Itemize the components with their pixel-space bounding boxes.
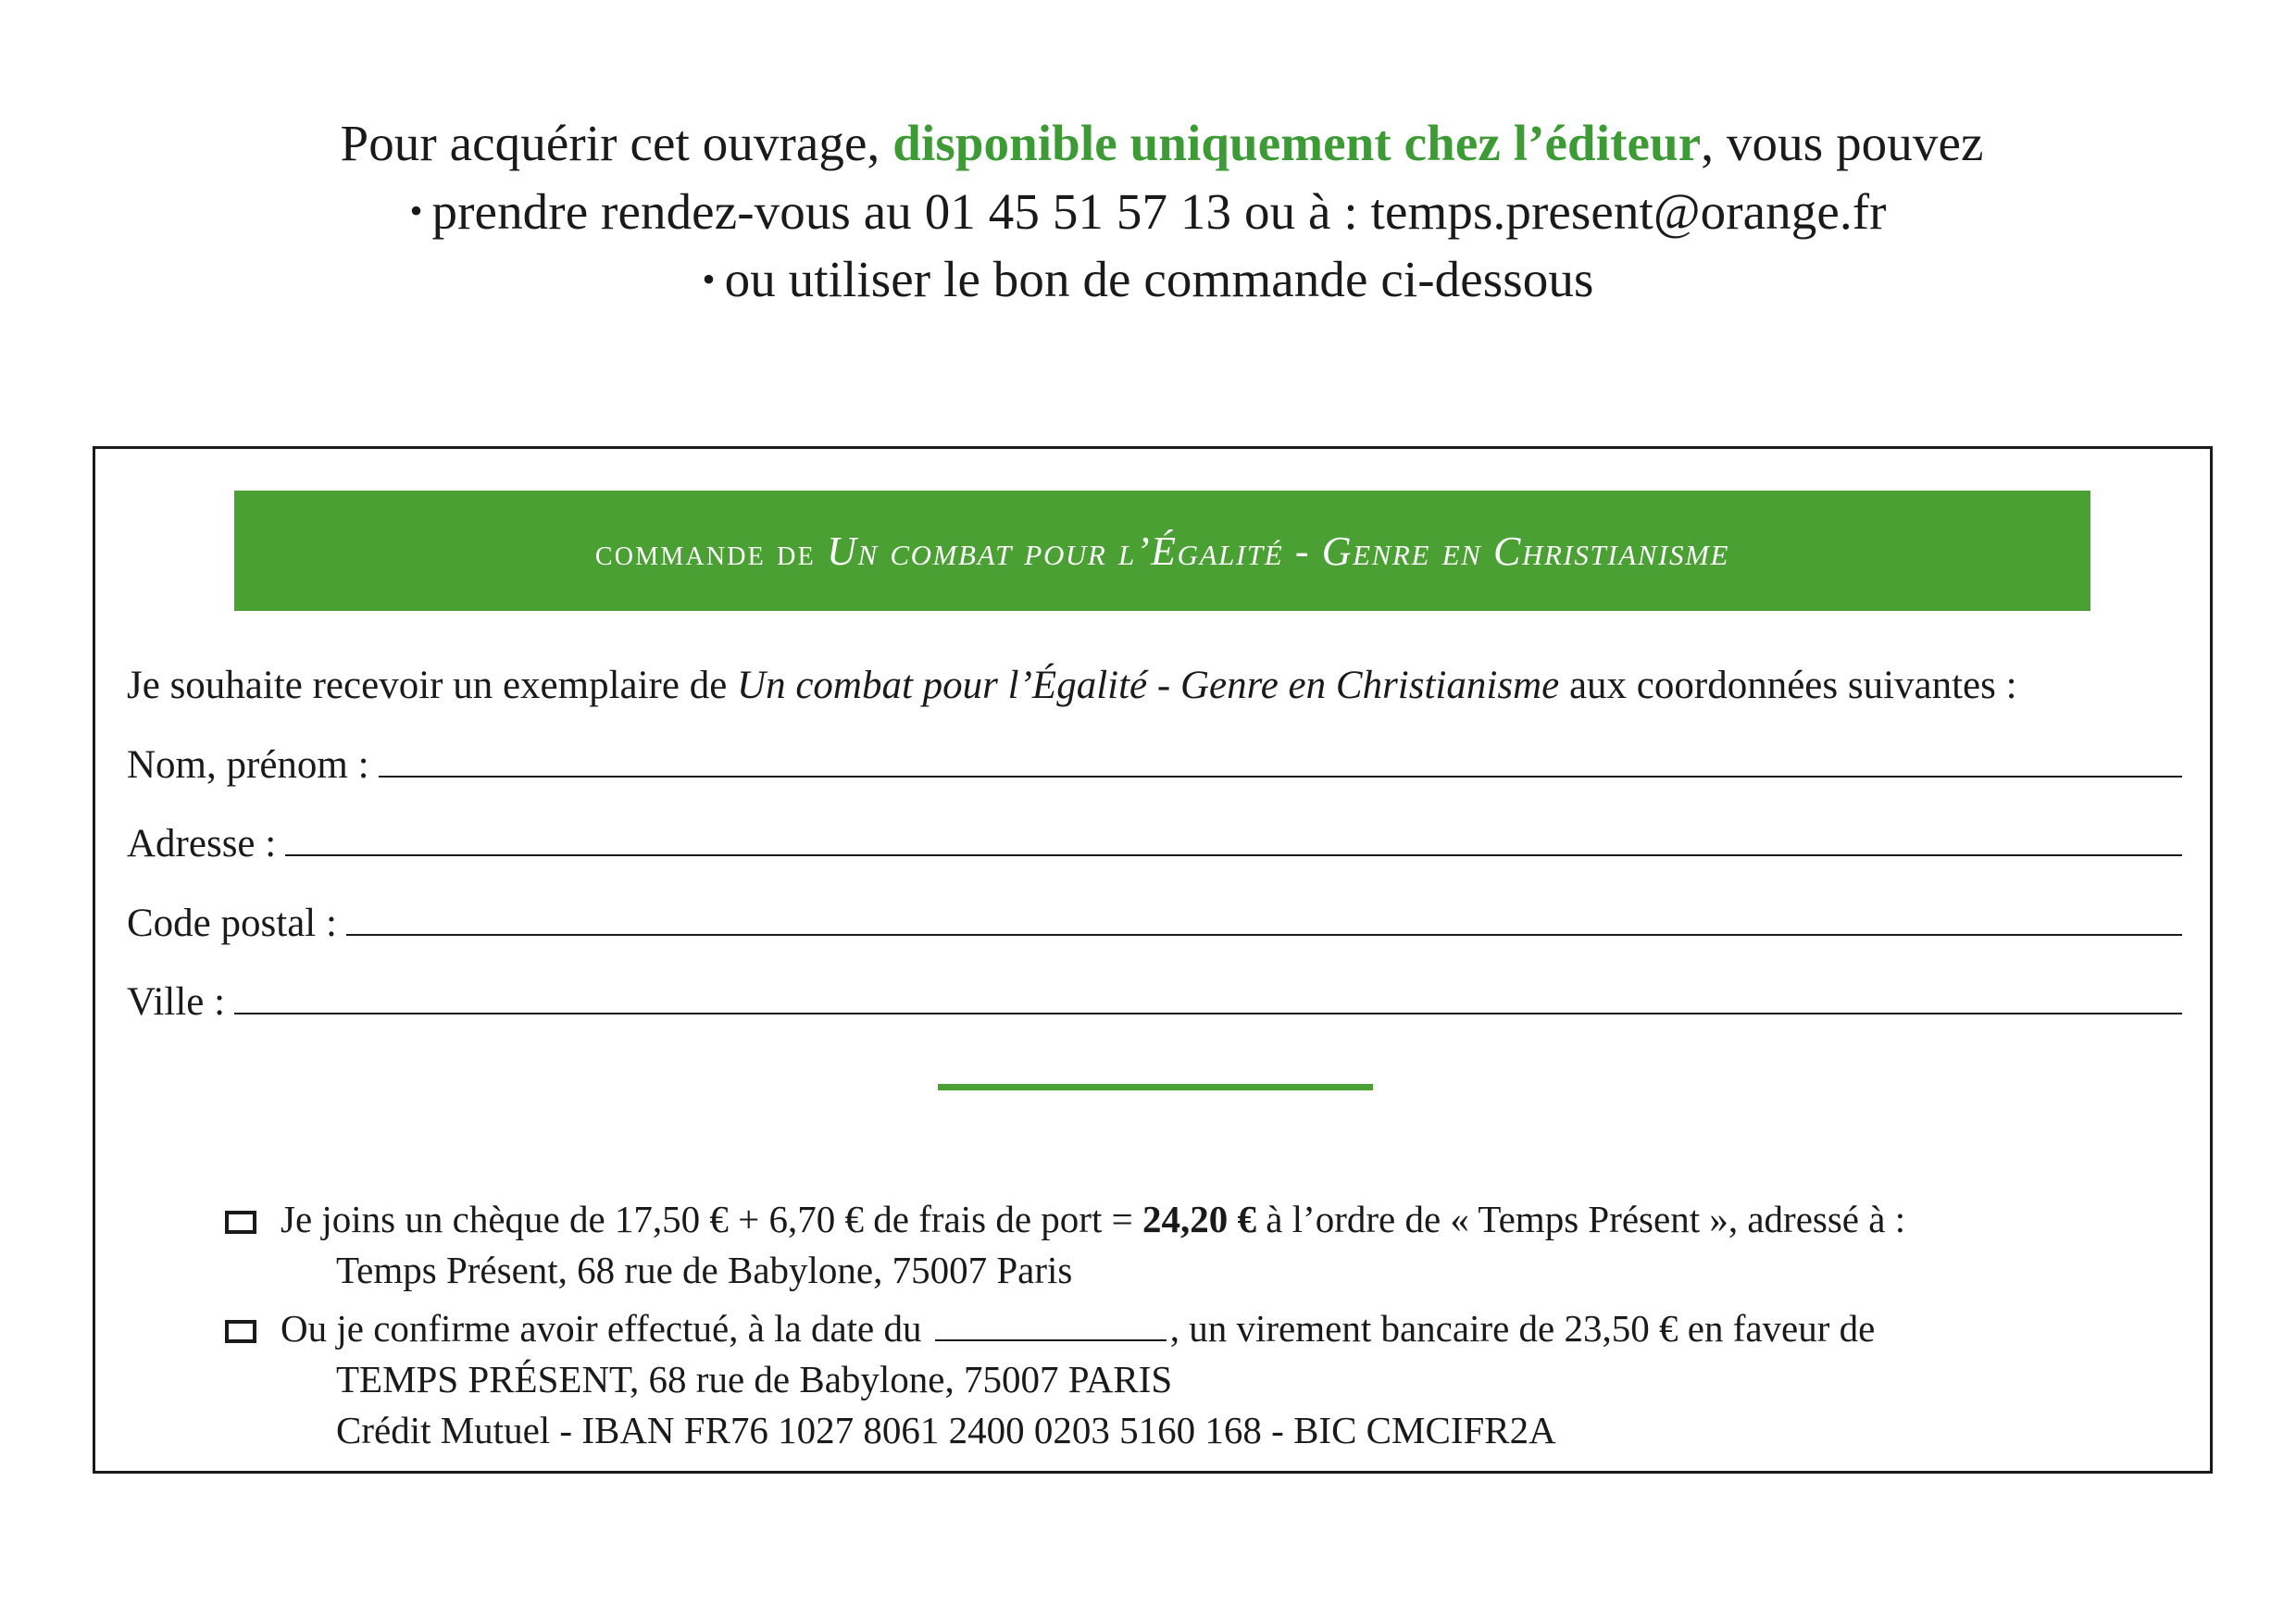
field-input-nom[interactable] <box>379 747 2182 778</box>
payment-cheque-line <box>281 1194 2169 1245</box>
field-input-ville[interactable] <box>234 984 2182 1014</box>
payment-virement-after: , un virement bancaire de 23,50 € en faveur de <box>1169 1306 1876 1350</box>
payment-virement-date-input[interactable] <box>935 1313 1167 1341</box>
payment-cheque-address: Temps Présent, 68 rue de Babylone, 75007 Paris <box>336 1248 1073 1291</box>
form-title-prefix: commande de <box>594 530 828 573</box>
payment-virement-address: TEMPS PRÉSENT, 68 rue de Babylone, 75007 PARIS <box>336 1357 1173 1400</box>
field-row-ville <box>127 978 2184 1027</box>
checkbox-cheque[interactable] <box>225 1211 256 1234</box>
intro-line-2-text: prendre rendez-vous au 01 45 51 57 13 ou à : temps.present@orange.fr <box>431 182 1887 240</box>
form-intro-before: Je souhaite recevoir un exemplaire de <box>127 664 738 707</box>
payment-cheque-text <box>281 1194 2169 1296</box>
field-label-nom: Nom, prénom : <box>127 742 369 787</box>
payment-virement-text <box>281 1303 2169 1456</box>
bullet-icon: • <box>702 257 716 300</box>
intro-line-1 <box>0 109 2296 178</box>
bullet-icon: • <box>409 190 423 232</box>
intro-line-3 <box>0 245 2296 314</box>
payment-option-virement <box>225 1303 2169 1456</box>
payment-option-cheque <box>225 1194 2169 1296</box>
payment-options <box>225 1194 2169 1463</box>
field-row-nom <box>127 741 2184 790</box>
checkbox-virement[interactable] <box>225 1320 256 1343</box>
payment-virement-before: Ou je confirme avoir effectué, à la date du <box>281 1306 931 1350</box>
field-input-code-postal[interactable] <box>346 905 2182 936</box>
field-row-adresse <box>127 820 2184 868</box>
form-intro-sentence <box>127 662 2184 710</box>
form-body <box>127 662 2184 1090</box>
form-intro-after: aux coordonnées suivantes : <box>1559 664 2017 707</box>
intro-line-1-part1: Pour acquérir cet ouvrage, <box>340 115 893 171</box>
payment-cheque-before: Je joins un chèque de 17,50 € + 6,70 € de frais de port = <box>281 1198 1142 1240</box>
field-label-ville: Ville : <box>127 980 226 1025</box>
order-form-box <box>93 446 2213 1474</box>
form-intro-work: Un combat pour l’Égalité - Genre en Christianisme <box>737 664 1560 707</box>
intro-line-3-text: ou utiliser le bon de commande ci-dessous <box>724 251 1594 308</box>
section-divider <box>938 1084 1373 1090</box>
payment-cheque-amount: 24,20 € <box>1142 1198 1256 1240</box>
intro-line-1-part2: , vous pouvez <box>1701 115 1984 171</box>
payment-virement-line <box>281 1303 2169 1354</box>
field-input-adresse[interactable] <box>285 826 2182 856</box>
form-title <box>595 528 1729 575</box>
form-title-bar <box>234 491 2090 611</box>
form-title-work: Un combat pour l’Égalité - Genre en Christianisme <box>827 528 1730 574</box>
intro-line-2 <box>0 178 2296 246</box>
intro-highlight-publisher: disponible uniquement chez l’éditeur <box>892 115 1702 171</box>
field-row-code-postal <box>127 900 2184 948</box>
field-label-adresse: Adresse : <box>127 822 277 866</box>
payment-virement-iban: Crédit Mutuel - IBAN FR76 1027 8061 2400 0203 5160 168 - BIC CMCIFR2A <box>336 1408 1556 1451</box>
payment-cheque-after: à l’ordre de « Temps Présent », adressé à : <box>1255 1198 1906 1240</box>
field-label-code-postal: Code postal : <box>127 901 337 945</box>
intro-block <box>0 109 2296 314</box>
